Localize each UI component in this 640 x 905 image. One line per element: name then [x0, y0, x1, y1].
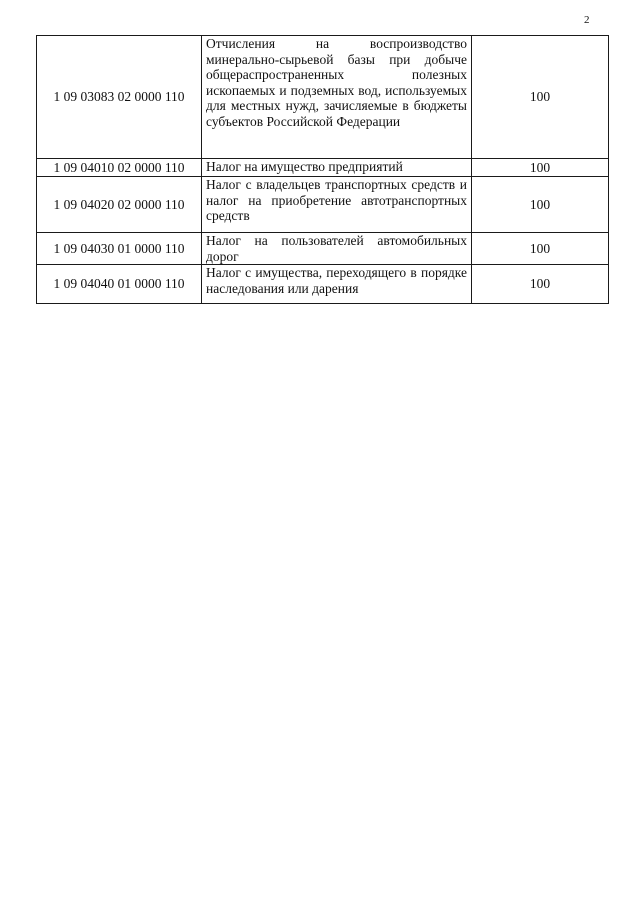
table-row [37, 233, 609, 265]
budget-revenue-table [36, 35, 609, 304]
table-row [37, 36, 609, 159]
table-row [37, 265, 609, 304]
budget-code-cell: 1 09 04020 02 0000 110 [37, 177, 202, 233]
page-number: 2 [584, 14, 590, 26]
budget-code-cell: 1 09 03083 02 0000 110 [37, 36, 202, 159]
percent-value-cell: 100 [472, 177, 609, 233]
percent-value-cell: 100 [472, 159, 609, 177]
table-row [37, 177, 609, 233]
budget-code-cell: 1 09 04040 01 0000 110 [37, 265, 202, 304]
percent-value-cell: 100 [472, 265, 609, 304]
table-row [37, 159, 609, 177]
revenue-name-cell: Налог на пользователей автомобильных дорог [202, 233, 472, 265]
revenue-name-cell: Налог на имущество предприятий [202, 159, 472, 177]
budget-code-cell: 1 09 04030 01 0000 110 [37, 233, 202, 265]
budget-code-cell: 1 09 04010 02 0000 110 [37, 159, 202, 177]
percent-value-cell: 100 [472, 36, 609, 159]
revenue-name-cell: Налог с имущества, переходящего в порядке наследования или дарения [202, 265, 472, 304]
revenue-name-cell: Отчисления на воспроизводство минерально-сырьевой базы при добыче общераспространенных полезных ископаемых и подземных вод, используемых для местных нужд, зачисляемые в бюджеты субъектов Российской Федерации [202, 36, 472, 159]
revenue-name-cell: Налог с владельцев транспортных средств и налог на приобретение автотранспортных средств [202, 177, 472, 233]
percent-value-cell: 100 [472, 233, 609, 265]
